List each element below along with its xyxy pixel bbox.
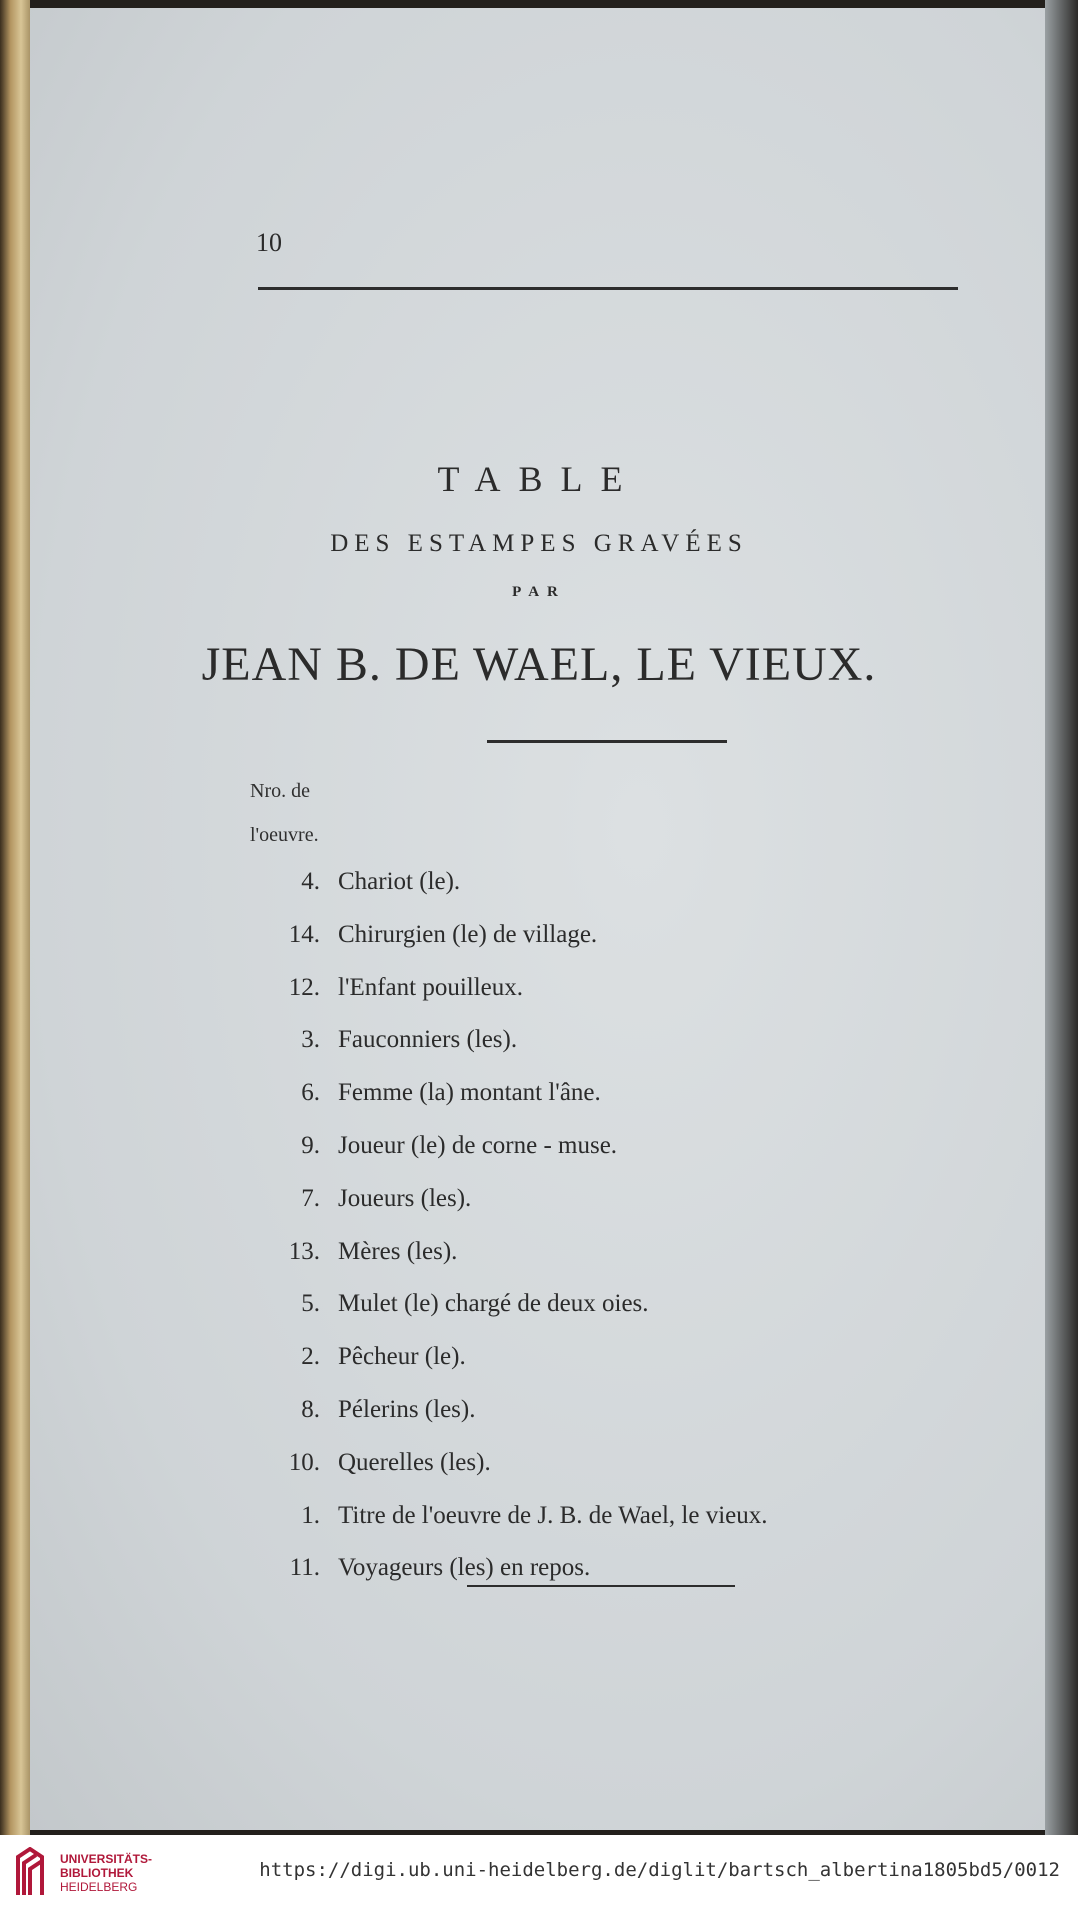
entry-number: 14. — [288, 920, 320, 948]
entry-number: 8. — [301, 1396, 320, 1423]
footer-rule — [467, 1585, 735, 1587]
entry-title: l'Enfant pouilleux. — [338, 973, 524, 1001]
header-rule — [258, 287, 958, 290]
entry-number: 1. — [301, 1501, 320, 1529]
entry-number: 12. — [288, 973, 320, 1001]
title-subtitle: DES ESTAMPES GRAVÉES — [330, 530, 748, 557]
entry-title: Pêcheur (le). — [338, 1343, 466, 1371]
entry-title: Voyageurs (les) en repos. — [338, 1554, 591, 1582]
book-spine — [0, 0, 30, 1835]
entry-title: Joueurs (les). — [338, 1184, 472, 1212]
entry-title: Querelles (les). — [338, 1448, 491, 1476]
entry-title: Chariot (le). — [338, 868, 461, 895]
entry-number: 6. — [301, 1079, 320, 1107]
entry-number: 5. — [301, 1290, 320, 1318]
library-name-line3: HEIDELBERG — [60, 1880, 138, 1894]
entry-number: 9. — [301, 1132, 320, 1159]
entry-number: 4. — [301, 868, 320, 895]
entry-title: Femme (la) montant l'âne. — [338, 1079, 601, 1107]
library-name-line2: BIBLIOTHEK — [60, 1866, 134, 1880]
entry-number: 2. — [301, 1343, 320, 1371]
title-author: JEAN B. DE WAEL, LE VIEUX. — [201, 638, 877, 691]
entry-number: 11. — [289, 1554, 320, 1582]
title-table: TABLE — [437, 459, 641, 499]
column-header-line2: l'oeuvre. — [250, 824, 319, 846]
entry-title: Mulet (le) chargé de deux oies. — [338, 1290, 649, 1318]
library-logo-icon — [14, 1847, 48, 1899]
library-name-line1: UNIVERSITÄTS- — [60, 1852, 153, 1866]
page-edge — [1045, 0, 1078, 1835]
entry-title: Pélerins (les). — [338, 1396, 476, 1423]
column-header-line1: Nro. de — [250, 780, 310, 802]
entry-title: Titre de l'oeuvre de J. B. de Wael, le vieux. — [338, 1501, 768, 1529]
entry-number: 13. — [288, 1237, 320, 1265]
library-name — [60, 1852, 152, 1894]
title-par: PAR — [512, 584, 566, 600]
entry-title: Joueur (le) de corne - muse. — [338, 1132, 618, 1159]
entry-title: Mères (les). — [338, 1237, 458, 1265]
entry-number: 7. — [301, 1184, 320, 1212]
page-number: 10 — [256, 228, 282, 257]
entry-number: 3. — [301, 1026, 320, 1054]
viewer-footer — [0, 1835, 1078, 1913]
title-rule — [487, 740, 727, 743]
permalink-url[interactable]: https://digi.ub.uni-heidelberg.de/diglit/bartsch_albertina1805bd5/0012 — [259, 1859, 1060, 1881]
entry-number: 10. — [288, 1448, 320, 1476]
entry-title: Chirurgien (le) de village. — [338, 920, 598, 948]
entry-title: Fauconniers (les). — [338, 1026, 518, 1054]
